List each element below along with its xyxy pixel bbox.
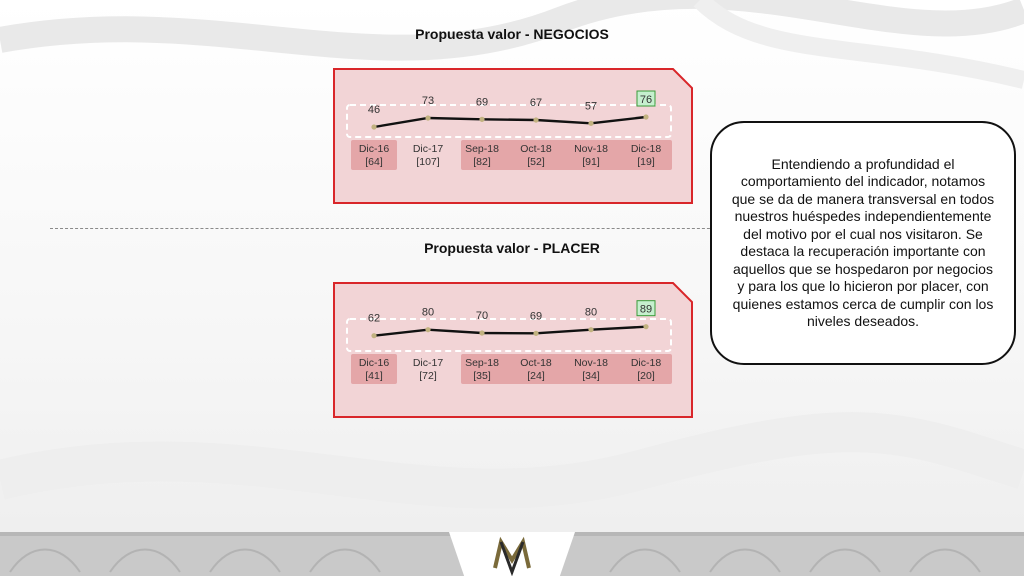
category-label: Dic-18 (630, 143, 662, 155)
data-point (588, 121, 593, 126)
data-point (588, 327, 593, 332)
category-label: Dic-17 (412, 357, 444, 369)
category-label: Oct-18 (520, 143, 552, 155)
section-divider (50, 228, 740, 229)
chart-title-negocios: Propuesta valor - NEGOCIOS (415, 26, 609, 42)
data-point (533, 331, 538, 336)
data-point (643, 324, 648, 329)
sample-size-label: [91] (582, 156, 600, 168)
chart-panel-negocios (333, 68, 693, 204)
sample-size-label: [64] (365, 156, 383, 168)
insight-callout-text: Entendiendo a profundidad el comportamiento del indicador, notamos que se da de manera transversal en todos nuestros huéspedes independientemente del motivo por el cual nos visitaron. Se destaca la recuperación importante con aquellos que se hospedaron por negocios y para los que lo hicieron por placer, con quienes estamos cerca de cumplir con los niveles deseados. (731, 155, 995, 329)
data-label: 80 (584, 306, 598, 319)
chart-title-placer: Propuesta valor - PLACER (424, 240, 600, 256)
sample-size-label: [19] (637, 156, 655, 168)
data-label: 80 (421, 306, 435, 319)
category-label: Nov-18 (574, 143, 608, 155)
data-label: 46 (367, 104, 381, 116)
category-label: Dic-17 (412, 143, 444, 155)
data-label: 62 (367, 312, 381, 325)
sample-size-label: [35] (473, 370, 491, 382)
insight-callout (710, 121, 1016, 365)
category-label: Dic-18 (630, 357, 662, 369)
data-label: 69 (529, 310, 543, 323)
category-label: Sep-18 (465, 357, 499, 369)
data-label: 57 (584, 100, 598, 113)
data-point (425, 115, 430, 120)
data-point (643, 114, 648, 119)
data-point (371, 124, 376, 129)
footer-logo-plate (449, 532, 575, 576)
data-label: 70 (475, 310, 489, 323)
sample-size-label: [107] (416, 156, 440, 168)
sample-size-label: [41] (365, 370, 383, 382)
data-point (371, 333, 376, 338)
sample-size-label: [20] (637, 370, 655, 382)
sample-size-label: [24] (527, 370, 545, 382)
mv-monogram-logo-icon (449, 532, 575, 576)
data-point (479, 330, 484, 335)
category-label: Sep-18 (465, 143, 499, 155)
category-label: Nov-18 (574, 357, 608, 369)
sample-size-label: [72] (419, 370, 437, 382)
category-label: Dic-16 (358, 357, 390, 369)
data-point (425, 327, 430, 332)
data-point (479, 117, 484, 122)
sample-size-label: [34] (582, 370, 600, 382)
category-label: Oct-18 (520, 357, 552, 369)
data-label: 69 (475, 96, 489, 109)
sample-size-label: [52] (527, 156, 545, 168)
chart-panel-placer (333, 282, 693, 418)
data-label: 89 (639, 303, 653, 316)
chart-placer (333, 282, 693, 418)
category-label: Dic-16 (358, 143, 390, 155)
data-label: 73 (421, 95, 435, 108)
chart-negocios (333, 68, 693, 204)
sample-size-label: [82] (473, 156, 491, 168)
data-point (533, 117, 538, 122)
data-label: 67 (529, 97, 543, 110)
data-label: 76 (639, 94, 653, 107)
